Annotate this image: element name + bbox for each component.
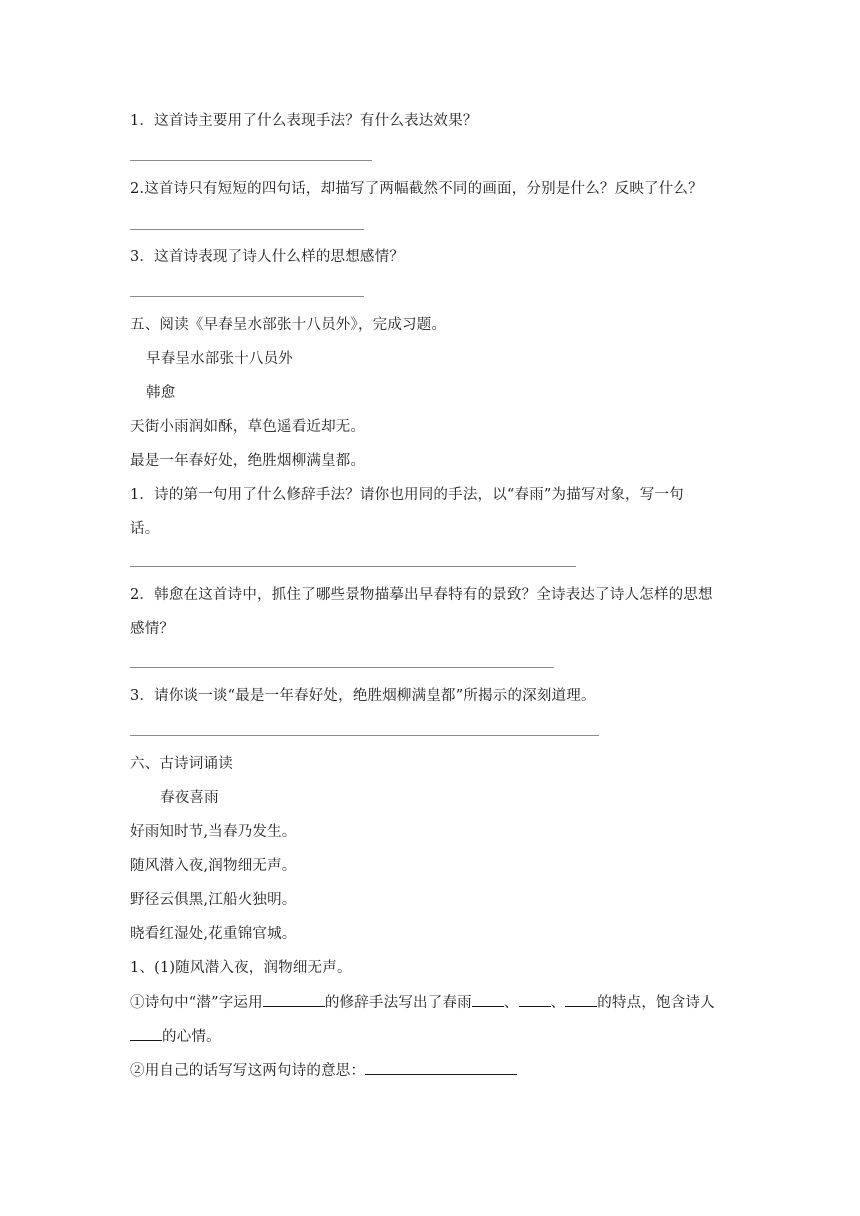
question-5-1-cont: 话。 bbox=[130, 521, 160, 537]
question-6-1: 1、(1)随风潜入夜，润物细无声。 bbox=[130, 960, 352, 976]
sub2-text: ②用自己的话写写这两句诗的意思： bbox=[130, 1063, 366, 1079]
question-5-3: 3．请你谈一谈“最是一年春好处，绝胜烟柳满皇都”所揭示的深刻道理。 bbox=[130, 688, 596, 704]
answer-line-4-1[interactable] bbox=[130, 160, 372, 161]
question-6-1-sub2 bbox=[130, 1060, 517, 1081]
sub1-text-3: 的特点，饱含诗人 bbox=[597, 995, 715, 1011]
answer-line-4-2[interactable] bbox=[130, 229, 364, 230]
sub1-sep-2: 、 bbox=[550, 995, 566, 1011]
poem-line: 野径云俱黑,江船火独明。 bbox=[130, 892, 297, 908]
sub1-sep-1: 、 bbox=[503, 995, 519, 1011]
question-5-1: 1．诗的第一句用了什么修辞手法？请你也用同的手法，以“春雨”为描写对象，写一句 bbox=[130, 487, 684, 503]
poem-author-hanyu: 韩愈 bbox=[146, 385, 176, 401]
fill-blank-trait-2[interactable] bbox=[519, 992, 551, 1007]
poem-title-chunye: 春夜喜雨 bbox=[160, 790, 219, 806]
poem-line: 最是一年春好处，绝胜烟柳满皇都。 bbox=[130, 453, 366, 469]
poem-line: 晓看红湿处,花重锦官城。 bbox=[130, 926, 297, 942]
section-5-heading: 五、阅读《早春呈水部张十八员外》，完成习题。 bbox=[130, 317, 447, 333]
answer-line-5-1[interactable] bbox=[130, 566, 576, 567]
fill-blank-mood[interactable] bbox=[130, 1026, 162, 1041]
fill-blank-trait-1[interactable] bbox=[472, 992, 504, 1007]
poem-line: 随风潜入夜,润物细无声。 bbox=[130, 858, 297, 874]
fill-blank-trait-3[interactable] bbox=[565, 992, 597, 1007]
question-6-1-sub1 bbox=[130, 992, 715, 1013]
answer-line-5-3[interactable] bbox=[130, 735, 599, 736]
question-6-1-sub1-cont bbox=[130, 1026, 221, 1047]
sub1-text-1: ①诗句中“潜”字运用 bbox=[130, 995, 263, 1011]
answer-line-4-3[interactable] bbox=[130, 296, 364, 297]
question-4-2: 2.这首诗只有短短的四句话，却描写了两幅截然不同的画面，分别是什么？反映了什么？ bbox=[130, 181, 703, 197]
answer-line-5-2[interactable] bbox=[130, 667, 554, 668]
sub1-text-2: 的修辞手法写出了春雨 bbox=[324, 995, 472, 1011]
question-4-1: 1．这首诗主要用了什么表现手法？有什么表达效果？ bbox=[130, 113, 478, 129]
section-6-heading: 六、古诗词诵读 bbox=[130, 756, 233, 772]
question-5-2: 2．韩愈在这首诗中，抓住了哪些景物描摹出早春特有的景致？全诗表达了诗人怎样的思想 bbox=[130, 587, 713, 603]
fill-blank-meaning[interactable] bbox=[365, 1060, 517, 1075]
question-5-2-cont: 感情？ bbox=[130, 621, 175, 637]
poem-line: 好雨知时节,当春乃发生。 bbox=[130, 824, 297, 840]
poem-title-zaochun: 早春呈水部张十八员外 bbox=[146, 351, 293, 367]
sub1-text-4: 的心情。 bbox=[162, 1029, 221, 1045]
fill-blank-rhetoric[interactable] bbox=[263, 992, 325, 1007]
question-4-3: 3．这首诗表现了诗人什么样的思想感情？ bbox=[130, 249, 405, 265]
poem-line: 天街小雨润如酥，草色遥看近却无。 bbox=[130, 419, 366, 435]
